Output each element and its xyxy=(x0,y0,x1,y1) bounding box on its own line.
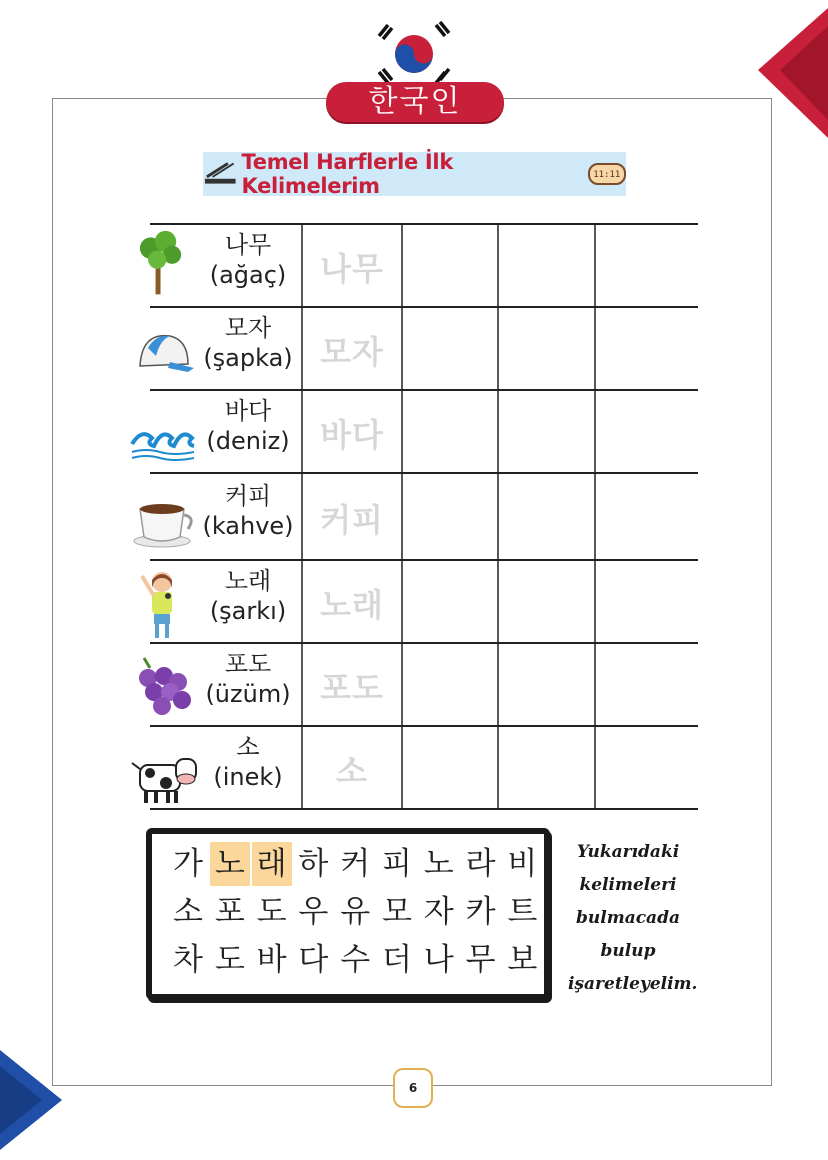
puzzle-letter[interactable]: 우 xyxy=(298,894,329,930)
practice-cell[interactable] xyxy=(403,562,498,642)
korean-word: 포도 xyxy=(224,650,272,678)
trace-word: 포도 xyxy=(320,669,384,707)
instruction-line: kelimeleri xyxy=(579,875,677,895)
word-row xyxy=(130,226,698,306)
word-cell xyxy=(200,313,296,373)
practice-cell[interactable] xyxy=(499,392,594,472)
korean-word: 커피 xyxy=(224,482,272,510)
word-cell xyxy=(200,649,296,709)
trace-word: 나무 xyxy=(320,250,384,288)
practice-cell[interactable] xyxy=(596,309,696,389)
practice-cell[interactable] xyxy=(499,475,594,559)
korean-flag-icon xyxy=(374,20,454,86)
cow-icon xyxy=(130,746,200,812)
puzzle-letter[interactable]: 커 xyxy=(340,846,371,882)
practice-cell[interactable] xyxy=(596,226,696,306)
cap-icon xyxy=(130,319,196,385)
word-cell xyxy=(200,566,296,626)
alarm-clock-icon: 11:11 xyxy=(588,163,627,185)
word-row xyxy=(130,645,698,725)
puzzle-letter[interactable]: 비 xyxy=(507,846,538,882)
instruction-line: bulmacada xyxy=(576,908,680,928)
singing-girl-icon xyxy=(130,568,196,642)
puzzle-letter[interactable]: 무 xyxy=(465,942,496,978)
puzzle-letter-highlighted[interactable]: 노 xyxy=(210,842,250,886)
practice-cell[interactable] xyxy=(499,645,594,725)
waves-icon xyxy=(130,406,196,472)
turkish-meaning: (deniz) xyxy=(206,427,290,455)
coffee-cup-icon xyxy=(130,487,196,553)
puzzle-letter[interactable]: 모 xyxy=(382,894,412,930)
turkish-meaning: (şarkı) xyxy=(209,597,287,625)
subtitle-text: Temel Harflerle İlk Kelimelerim xyxy=(241,150,453,198)
instruction-line: bulup xyxy=(600,941,656,961)
turkish-meaning: (üzüm) xyxy=(205,680,291,708)
trace-word: 커피 xyxy=(320,501,384,539)
word-row xyxy=(130,475,698,559)
word-row xyxy=(130,562,698,642)
instruction-line: işaretleyelim. xyxy=(568,974,698,994)
puzzle-letter[interactable]: 트 xyxy=(507,894,538,930)
puzzle-row xyxy=(168,938,544,982)
practice-cell[interactable] xyxy=(596,562,696,642)
instruction-line: Yukarıdaki xyxy=(576,842,680,862)
trace-word: 노래 xyxy=(320,586,384,624)
word-search-puzzle xyxy=(146,828,550,1000)
turkish-meaning: (inek) xyxy=(213,763,283,791)
practice-cell[interactable] xyxy=(596,645,696,725)
trace-word: 소 xyxy=(336,752,368,790)
korean-word: 모자 xyxy=(224,314,272,342)
puzzle-row xyxy=(168,890,544,934)
practice-cell[interactable] xyxy=(499,226,594,306)
puzzle-letter[interactable]: 포 xyxy=(214,894,245,930)
puzzle-letter[interactable]: 나 xyxy=(423,942,454,978)
turkish-meaning: (ağaç) xyxy=(209,261,287,289)
subtitle-banner xyxy=(203,152,626,196)
word-row xyxy=(130,392,698,472)
turkish-meaning: (kahve) xyxy=(202,512,294,540)
puzzle-letter[interactable]: 도 xyxy=(214,942,245,978)
puzzle-letter[interactable]: 바 xyxy=(256,942,287,978)
practice-cell[interactable] xyxy=(403,226,498,306)
puzzle-letter[interactable]: 보 xyxy=(507,942,538,978)
practice-cell[interactable] xyxy=(596,392,696,472)
word-cell xyxy=(200,732,296,792)
practice-cell[interactable] xyxy=(403,392,498,472)
puzzle-letter[interactable]: 노 xyxy=(423,846,454,882)
practice-cell[interactable] xyxy=(499,309,594,389)
practice-cell[interactable] xyxy=(499,728,594,808)
word-cell xyxy=(200,481,296,541)
practice-cell[interactable] xyxy=(403,309,498,389)
puzzle-letter[interactable]: 자 xyxy=(423,894,454,930)
tree-icon xyxy=(130,230,196,296)
corner-triangle-bottom-left xyxy=(0,1050,62,1150)
puzzle-letter[interactable]: 하 xyxy=(298,846,329,882)
puzzle-letter[interactable]: 소 xyxy=(173,894,203,930)
puzzle-letter[interactable]: 라 xyxy=(465,846,496,882)
trace-word: 모자 xyxy=(320,333,384,371)
puzzle-letter[interactable]: 더 xyxy=(382,942,412,978)
trace-word: 바다 xyxy=(320,416,384,454)
korean-word: 바다 xyxy=(224,397,272,425)
puzzle-letter[interactable]: 카 xyxy=(465,894,496,930)
korean-word: 소 xyxy=(236,733,260,761)
practice-cell[interactable] xyxy=(596,728,696,808)
puzzle-letter[interactable]: 피 xyxy=(382,846,412,882)
turkish-meaning: (şapka) xyxy=(203,344,293,372)
pencil-ruler-icon xyxy=(203,161,238,187)
word-cell xyxy=(200,230,296,290)
puzzle-letter-highlighted[interactable]: 래 xyxy=(252,842,292,886)
puzzle-letter[interactable]: 다 xyxy=(298,942,329,978)
practice-cell[interactable] xyxy=(403,645,498,725)
word-row xyxy=(130,309,698,389)
korean-word: 노래 xyxy=(224,567,272,595)
korean-word: 나무 xyxy=(224,231,272,259)
page-title: 한국인 xyxy=(326,82,504,122)
word-row xyxy=(130,728,698,808)
puzzle-letter[interactable]: 유 xyxy=(340,894,371,930)
corner-triangle-top-right xyxy=(758,8,828,138)
word-cell xyxy=(200,396,296,456)
practice-cell[interactable] xyxy=(403,728,498,808)
puzzle-letter[interactable]: 도 xyxy=(256,894,287,930)
page-number: 6 xyxy=(393,1068,433,1108)
puzzle-letter[interactable]: 차 xyxy=(173,942,203,978)
grapes-icon xyxy=(130,655,196,721)
practice-cell[interactable] xyxy=(596,475,696,559)
puzzle-letter[interactable]: 가 xyxy=(173,846,203,882)
puzzle-letter[interactable]: 수 xyxy=(340,942,371,978)
instruction-text xyxy=(568,836,698,1001)
practice-cell[interactable] xyxy=(403,475,498,559)
practice-cell[interactable] xyxy=(499,562,594,642)
puzzle-row xyxy=(168,842,544,886)
